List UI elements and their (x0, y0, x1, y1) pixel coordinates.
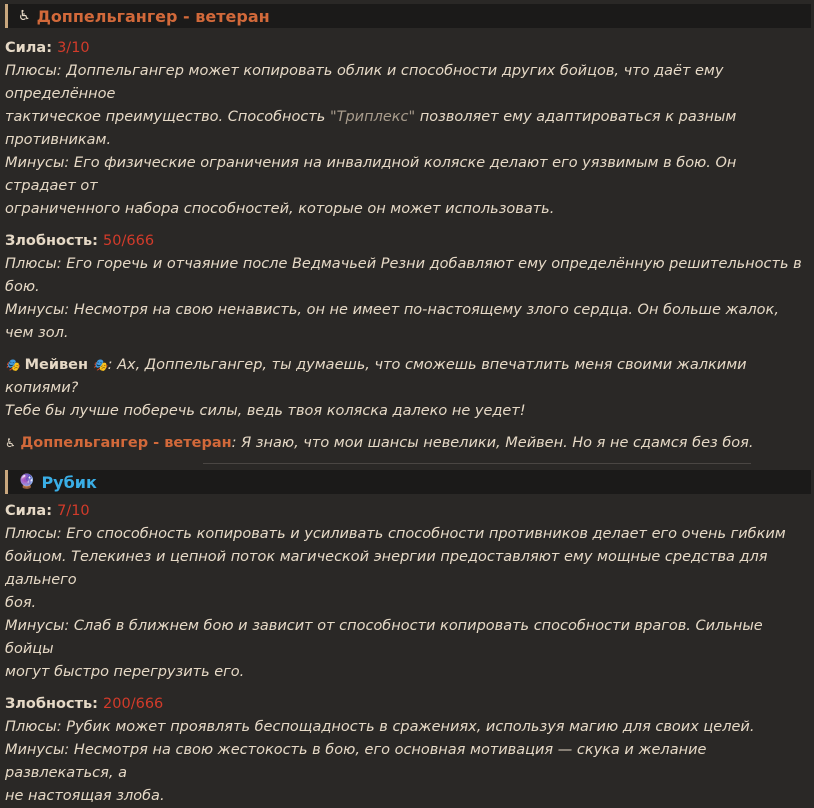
cons-text-2: могут быстро перегрузить его. (5, 664, 245, 680)
evil-label: Злобность: (5, 696, 98, 712)
pros-text-2: тактическое преимущество. Способность "Триплекс" позволяет ему адаптироваться к разным (5, 109, 737, 125)
crystal-ball-icon: 🔮 (18, 474, 36, 490)
evil-label: Злобность: (5, 233, 98, 249)
strength-label: Сила: (5, 40, 53, 56)
pros-text-2: бойцом. Телекинез и цепной поток магической энергии предоставляют ему мощные средства для дальнего (5, 549, 768, 588)
strength-value: 7/10 (57, 503, 90, 519)
evil-pros-text: Плюсы: Рубик может проявлять беспощадность в сражениях, используя магию для своих целей. (5, 719, 755, 735)
strength-row (3, 500, 811, 523)
evil-cons-text: Минусы: Несмотря на свою ненависть, он не имеет по-настоящему злого сердца. Он больше жалок, чем зол. (5, 302, 779, 341)
evil-value: 50/666 (103, 233, 155, 249)
evil-row (3, 693, 811, 716)
evil-pros-text: Плюсы: Его горечь и отчаяние после Ведмачьей Резни добавляют ему определённую решительность в бою. (5, 256, 802, 295)
cons-text: Минусы: Его физические ограничения на инвалидной коляске делают его уязвимым в бою. Он страдает от (5, 155, 737, 194)
wheelchair-icon: ♿ (5, 436, 16, 450)
cons-text: Минусы: Слаб в ближнем бою и зависит от способности копировать способности врагов. Сильные бойцы (5, 618, 763, 657)
evil-cons-text-2: не настоящая злоба. (5, 788, 165, 804)
evil-cons-text: Минусы: Несмотря на свою жестокость в бою, его основная мотивация — скука и желание развлекаться, а (5, 742, 707, 781)
mayven-message-2: Тебе бы лучше поберечь силы, ведь твоя коляска далеко не уедет! (5, 403, 526, 419)
pros-text-3: боя. (5, 595, 37, 611)
strength-row (3, 37, 811, 60)
hero-header-rubick (5, 470, 811, 494)
cons-text-2: ограниченного набора способностей, которые он может использовать. (5, 201, 555, 217)
hero-header-doppelganger (5, 4, 811, 28)
pros-text-3: противникам. (5, 132, 112, 148)
doppel-name: Доппельгангер - ветеран (20, 435, 232, 451)
doppel-reply: ♿ Доппельгангер - ветеран: Я знаю, что мои шансы невелики, Мейвен. Но я не сдамся без боя. (5, 435, 754, 451)
divider (203, 463, 751, 464)
strength-value: 3/10 (57, 40, 90, 56)
pros-text: Плюсы: Его способность копировать и усиливать способности противников делает его очень гибким (5, 526, 786, 542)
hero-title: Доппельгангер - ветеран (36, 6, 270, 26)
strength-label: Сила: (5, 503, 53, 519)
pros-text: Плюсы: Доппельгангер может копировать облик и способности других бойцов, что даёт ему определённое (5, 63, 724, 102)
mayven-message: 🎭 Мейвен 🎭: Ах, Доппельгангер, ты думаешь, что сможешь впечатлить меня своими жалкими копиями? (5, 357, 747, 396)
mayven-name: Мейвен (24, 357, 89, 373)
evil-value: 200/666 (103, 696, 164, 712)
theater-masks-icon: 🎭 (92, 358, 108, 372)
evil-row (3, 230, 811, 253)
theater-masks-icon: 🎭 (5, 358, 20, 372)
ability-name: "Триплекс" (329, 109, 416, 125)
wheelchair-icon: ♿ (18, 8, 31, 24)
hero-title: Рубик (41, 472, 97, 492)
